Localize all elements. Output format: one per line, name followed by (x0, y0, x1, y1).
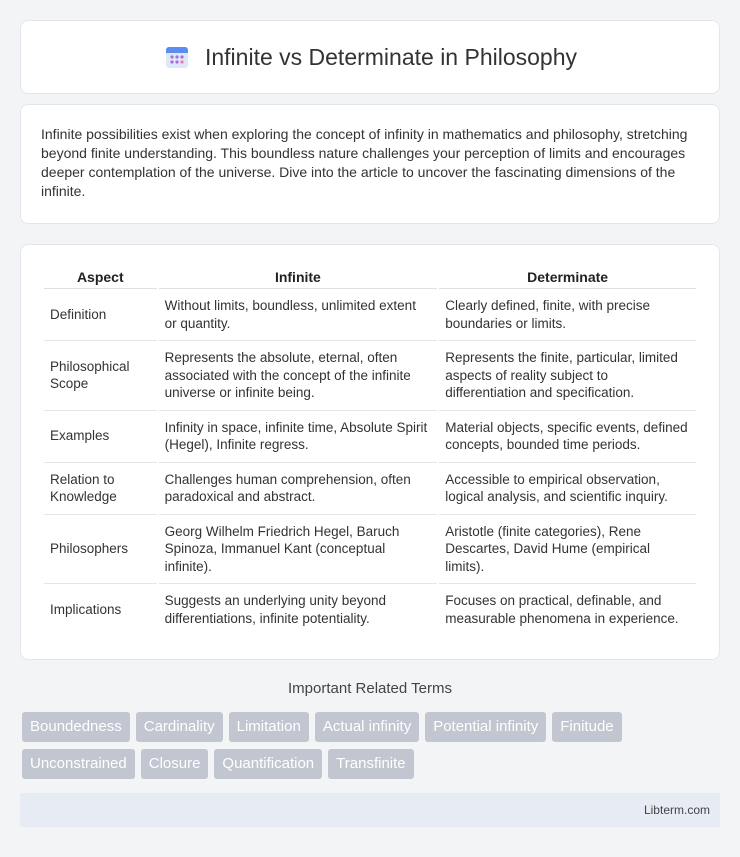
related-terms-list (22, 712, 722, 779)
row-infinite: Suggests an underlying unity beyond differentiations, infinite potentiality. (164, 593, 386, 626)
related-term-tag[interactable]: Actual infinity (315, 712, 419, 742)
header-infinite: Infinite (159, 265, 438, 289)
footer-site-link[interactable]: Libterm.com (643, 803, 710, 817)
row-aspect: Implications (50, 601, 122, 617)
row-determinate: Focuses on practical, definable, and measurable phenomena in experience. (445, 593, 679, 626)
row-determinate: Clearly defined, finite, with precise boundaries or limits. (439, 289, 696, 341)
related-term-tag[interactable]: Quantification (214, 749, 322, 779)
header-determinate: Determinate (439, 265, 696, 289)
row-aspect: Examples (44, 411, 157, 463)
page-title: Infinite vs Determinate in Philosophy (204, 43, 578, 70)
row-infinite: Infinity in space, infinite time, Absolute Spirit (Hegel), Infinite regress. (159, 411, 438, 463)
related-term-tag[interactable]: Transfinite (328, 749, 413, 779)
table-row (44, 515, 696, 585)
row-determinate: Accessible to empirical observation, logical analysis, and scientific inquiry. (439, 463, 696, 515)
comparison-table (42, 265, 698, 635)
table-row (44, 463, 696, 515)
header-aspect: Aspect (44, 265, 157, 289)
row-determinate: Aristotle (finite categories), Rene Descartes, David Hume (empirical limits). (439, 515, 696, 585)
table-row (44, 411, 696, 463)
header-card (20, 20, 720, 94)
row-aspect: Philosophical Scope (44, 341, 157, 411)
related-term-tag[interactable]: Cardinality (136, 712, 223, 742)
row-infinite: Challenges human comprehension, often paradoxical and abstract. (159, 463, 438, 515)
row-aspect: Relation to Knowledge (44, 463, 157, 515)
row-determinate: Represents the finite, particular, limited aspects of reality subject to differentiation and specification. (439, 341, 696, 411)
table-row (44, 289, 696, 341)
row-aspect: Definition (44, 289, 157, 341)
table-row (44, 584, 696, 635)
row-determinate: Material objects, specific events, defined concepts, bounded time periods. (439, 411, 696, 463)
row-infinite: Represents the absolute, eternal, often associated with the concept of the infinite universe or infinite being. (159, 341, 438, 411)
comparison-table-card (20, 244, 720, 660)
row-aspect: Philosophers (44, 515, 157, 585)
intro-card (20, 104, 720, 224)
table-row (44, 341, 696, 411)
related-term-tag[interactable]: Finitude (552, 712, 621, 742)
row-infinite: Without limits, boundless, unlimited extent or quantity. (159, 289, 438, 341)
related-term-tag[interactable]: Potential infinity (425, 712, 546, 742)
related-term-tag[interactable]: Closure (141, 749, 209, 779)
related-term-tag[interactable]: Limitation (229, 712, 309, 742)
related-terms-title: Important Related Terms (288, 680, 452, 697)
footer (20, 793, 720, 827)
related-term-tag[interactable]: Boundedness (22, 712, 130, 742)
related-term-tag[interactable]: Unconstrained (22, 749, 135, 779)
calendar-icon (163, 43, 191, 71)
table-header-row (44, 265, 696, 289)
row-infinite: Georg Wilhelm Friedrich Hegel, Baruch Spinoza, Immanuel Kant (conceptual infinite). (159, 515, 438, 585)
intro-text: Infinite possibilities exist when exploring the concept of infinity in mathematics and philosophy, stretching beyond finite understanding. This boundless nature challenges your perception of limits and encourages deeper contemplation of the universe. Dive into the article to uncover the fascinating dimensions of the infinite. (41, 126, 688, 199)
